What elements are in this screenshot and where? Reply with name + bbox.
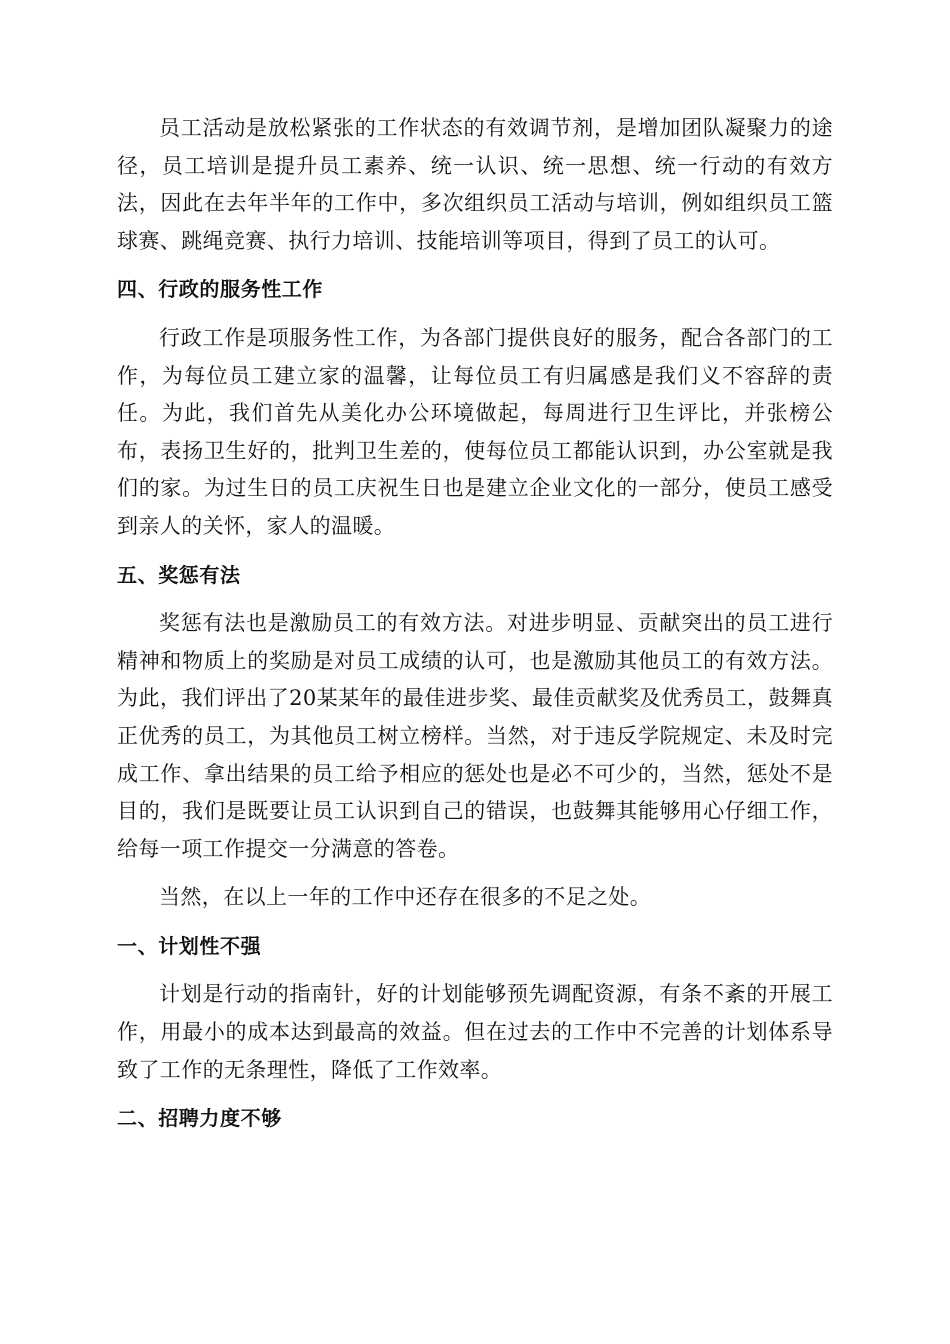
heading-admin-service: 四、行政的服务性工作 <box>117 277 323 302</box>
document-page <box>117 110 833 1149</box>
heading-recruitment: 二、招聘力度不够 <box>117 1106 282 1131</box>
paragraph-employee-activities: 员工活动是放松紧张的工作状态的有效调节剂，是增加团队凝聚力的途径，员工培训是提升员工素养、统一认识、统一思想、统一行动的有效方法，因此在去年半年的工作中，多次组织员工活动与培训，例如组织员工篮球赛、跳绳竞赛、执行力培训、技能培训等项目，得到了员工的认可。 <box>117 116 833 253</box>
heading-rewards-penalties: 五、奖惩有法 <box>117 562 241 587</box>
paragraph-weak-planning: 计划是行动的指南针，好的计划能够预先调配资源，有条不紊的开展工作，用最小的成本达到最高的效益。但在过去的工作中不完善的计划体系导致了工作的无条理性，降低了工作效率。 <box>117 982 833 1082</box>
heading-weak-planning: 一、计划性不强 <box>117 933 262 958</box>
paragraph-rewards-penalties: 奖惩有法也是激励员工的有效方法。对进步明显、贡献突出的员工进行精神和物质上的奖励是对员工成绩的认可，也是激励其他员工的有效方法。为此，我们评出了20某某年的最佳进步奖、最佳贡献奖及优秀员工，鼓舞真正优秀的员工，为其他员工树立榜样。当然，对于违反学院规定、未及时完成工作、拿出结果的员工给予相应的惩处也是必不可少的，当然，惩处不是目的，我们是既要让员工认识到自己的错误，也鼓舞其能够用心仔细工作，给每一项工作提交一分满意的答卷。 <box>117 611 833 861</box>
paragraph-shortcomings-intro: 当然，在以上一年的工作中还存在很多的不足之处。 <box>159 885 652 910</box>
paragraph-admin-service: 行政工作是项服务性工作，为各部门提供良好的服务，配合各部门的工作，为每位员工建立家的温馨，让每位员工有归属感是我们义不容辞的责任。为此，我们首先从美化办公环境做起，每周进行卫生评比，并张榜公布，表扬卫生好的，批判卫生差的，使每位员工都能认识到，办公室就是我们的家。为过生日的员工庆祝生日也是建立企业文化的一部分，使员工感受到亲人的关怀，家人的温暖。 <box>117 325 833 538</box>
